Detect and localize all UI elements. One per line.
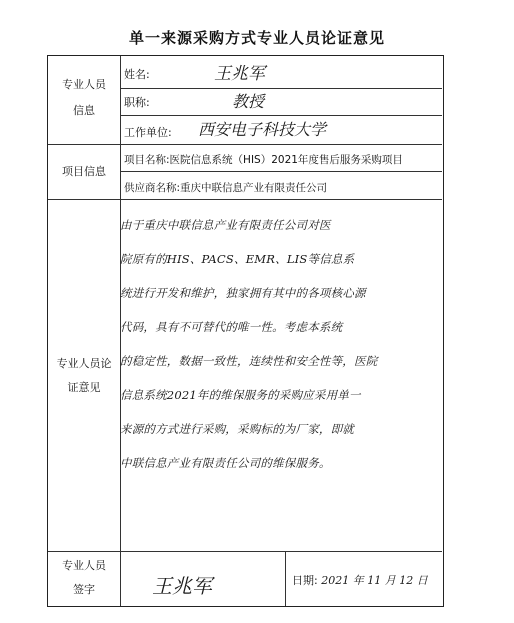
project-name-field xyxy=(124,152,403,167)
row-divider xyxy=(48,551,442,552)
project-info-label: 项目信息 xyxy=(62,165,106,178)
date-field xyxy=(292,572,428,588)
supplier-field xyxy=(124,180,327,195)
name-value: 王兆军 xyxy=(214,64,265,84)
date-label: 日期: xyxy=(292,574,318,587)
row-divider xyxy=(120,88,442,89)
row-divider xyxy=(120,171,442,172)
employer-value: 西安电子科技大学 xyxy=(198,120,327,139)
expert-info-label: 专业人员信息 xyxy=(62,78,106,117)
signature-label: 专业人员签字 xyxy=(62,559,106,596)
supplier-label: 供应商名称: xyxy=(124,182,181,194)
title-value: 教授 xyxy=(232,92,265,111)
opinion-line: 的稳定性，数据一致性，连续性和安全性等，医院 xyxy=(120,354,378,368)
signature-value: 王兆军 xyxy=(152,574,212,598)
supplier-value: 重庆中联信息产业有限责任公司 xyxy=(180,182,328,194)
column-divider xyxy=(285,551,286,606)
employer-field-label: 工作单位: xyxy=(124,126,172,139)
opinion-line: 来源的方式进行采购，采购标的为厂家，即就 xyxy=(120,422,354,436)
name-field-label: 姓名: xyxy=(124,68,150,81)
row-divider xyxy=(48,144,442,145)
opinion-line: 代码，具有不可替代的唯一性。考虑本系统 xyxy=(120,320,343,334)
opinion-line: 信息系统2021年的维保服务的采购应采用单一 xyxy=(120,388,361,402)
row-divider xyxy=(120,115,442,116)
row-divider xyxy=(48,199,442,200)
project-name-value: 医院信息系统（HIS）2021年度售后服务采购项目 xyxy=(169,154,403,166)
opinion-line: 中联信息产业有限责任公司的维保服务。 xyxy=(120,456,331,470)
opinion-line: 由于重庆中联信息产业有限责任公司对医 xyxy=(120,218,331,232)
opinion-text xyxy=(120,208,442,480)
project-name-label: 项目名称: xyxy=(124,154,170,166)
opinion-line: 院原有的HIS、PACS、EMR、LIS等信息系 xyxy=(120,252,355,266)
date-value: 2021 年 11 月 12 日 xyxy=(321,574,428,587)
title-field-label: 职称: xyxy=(124,96,150,109)
document-title: 单一来源采购方式专业人员论证意见 xyxy=(128,29,385,47)
opinion-label: 专业人员论证意见 xyxy=(56,357,112,394)
opinion-line: 统进行开发和维护，独家拥有其中的各项核心源 xyxy=(120,286,366,300)
